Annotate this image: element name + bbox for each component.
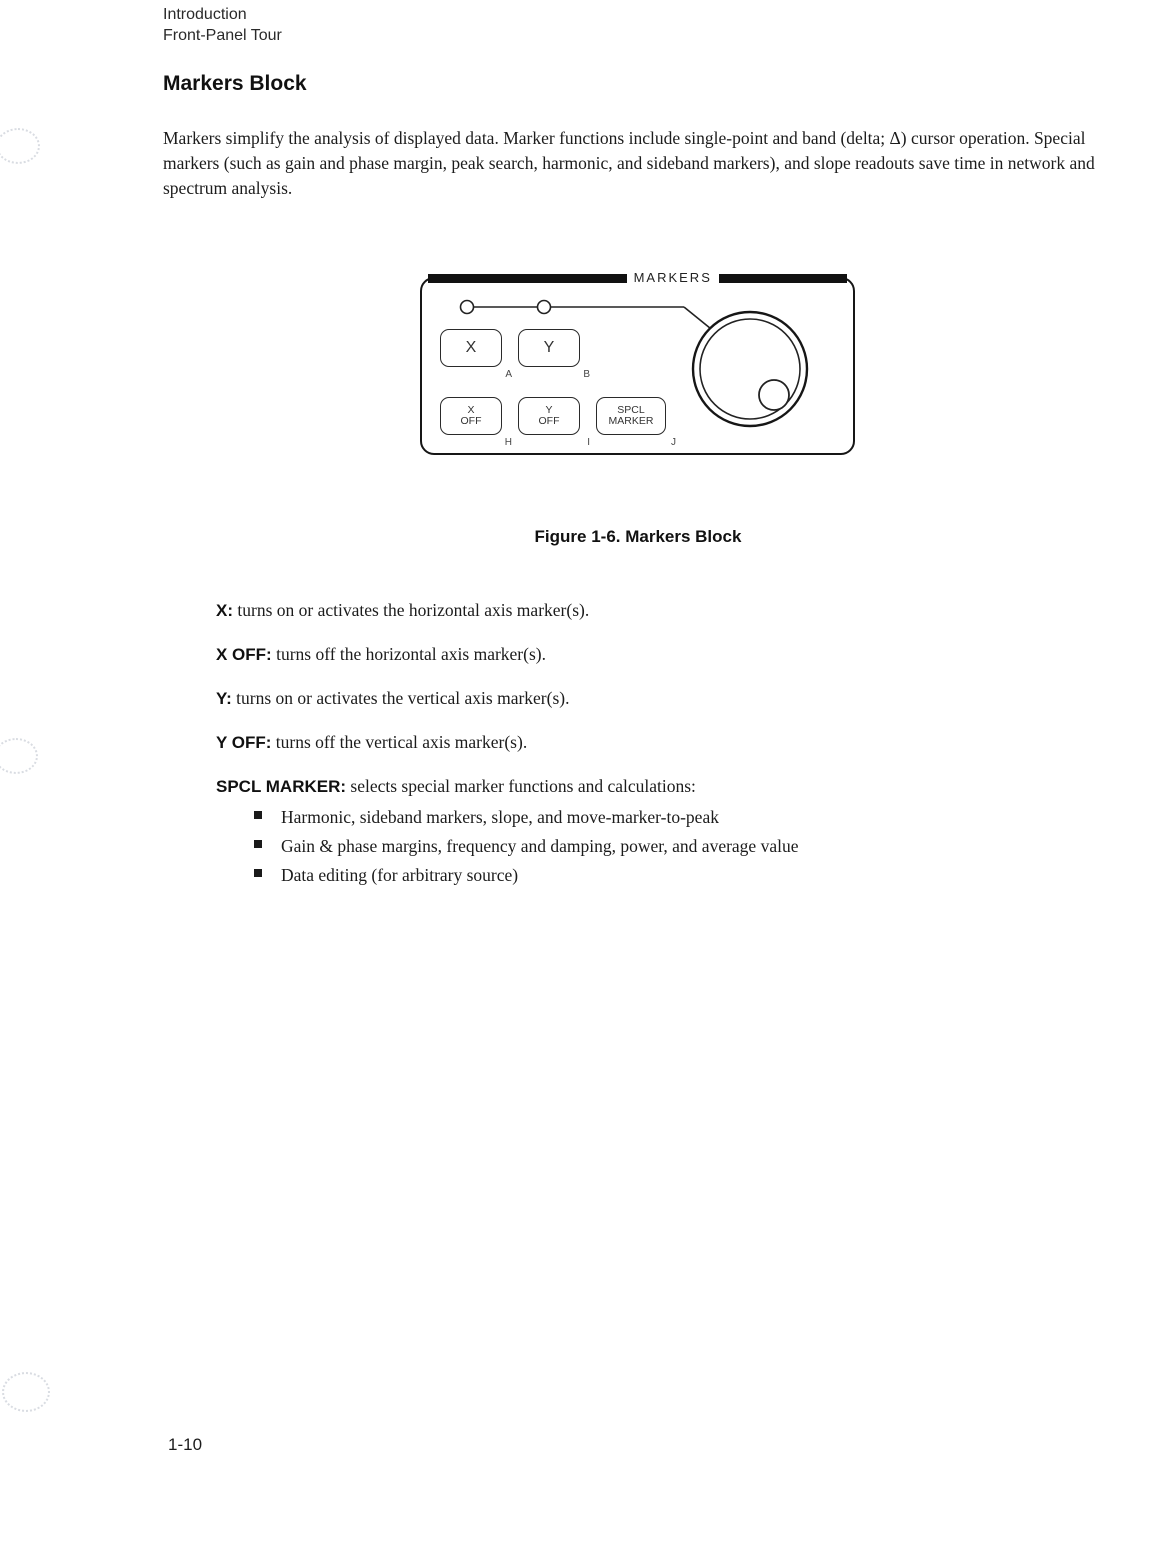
bullet-square-icon bbox=[254, 840, 262, 848]
spcl-marker-button[interactable] bbox=[596, 397, 666, 435]
key-letter-h: H bbox=[504, 437, 512, 448]
x-button-label: X bbox=[465, 339, 477, 356]
definition-term: SPCL MARKER: bbox=[216, 777, 347, 796]
list-item bbox=[254, 863, 1096, 888]
bullet-text: Gain & phase margins, frequency and damping, power, and average value bbox=[281, 836, 799, 856]
page-number: 1-10 bbox=[168, 1435, 203, 1454]
running-header bbox=[163, 4, 282, 46]
key-letter-i: I bbox=[587, 437, 590, 448]
definition-y-off bbox=[216, 730, 1096, 755]
bullet-square-icon bbox=[254, 811, 262, 819]
y-off-label-line2: OFF bbox=[538, 415, 560, 427]
definition-text: turns off the horizontal axis marker(s). bbox=[276, 644, 546, 664]
definition-term: Y: bbox=[216, 689, 232, 708]
x-off-button-group bbox=[440, 397, 512, 448]
spcl-marker-label-line2: MARKER bbox=[608, 415, 654, 427]
x-button[interactable] bbox=[440, 329, 502, 367]
definition-term: Y OFF: bbox=[216, 733, 272, 752]
definition-x bbox=[216, 598, 1096, 623]
x-off-label-line1: X bbox=[467, 403, 475, 416]
led-circle bbox=[538, 301, 551, 314]
knob-finger-dimple bbox=[759, 380, 789, 410]
definition-text: turns on or activates the horizontal axis marker(s). bbox=[237, 600, 590, 620]
scan-artifact bbox=[0, 128, 40, 164]
list-item bbox=[254, 834, 1096, 859]
y-button[interactable] bbox=[518, 329, 580, 367]
bullet-square-icon bbox=[254, 869, 262, 877]
spcl-marker-bullet-list bbox=[254, 805, 1096, 888]
x-off-label-line2: OFF bbox=[460, 415, 482, 427]
y-off-label-line1: Y bbox=[545, 403, 553, 416]
figure-caption: Figure 1-6. Markers Block bbox=[534, 527, 742, 546]
list-item bbox=[254, 805, 1096, 830]
y-off-button-group bbox=[518, 397, 590, 448]
bullet-text: Data editing (for arbitrary source) bbox=[281, 865, 519, 885]
definition-spcl-marker bbox=[216, 774, 1096, 799]
header-section: Front-Panel Tour bbox=[163, 27, 282, 44]
definition-term: X OFF: bbox=[216, 645, 272, 664]
definition-x-off bbox=[216, 642, 1096, 667]
key-letter-b: B bbox=[583, 369, 590, 380]
definition-text: turns on or activates the vertical axis marker(s). bbox=[236, 688, 570, 708]
definition-text: turns off the vertical axis marker(s). bbox=[275, 732, 528, 752]
spcl-marker-button-group bbox=[596, 397, 676, 448]
spcl-marker-label-line1: SPCL bbox=[617, 403, 645, 416]
x-button-group bbox=[440, 329, 512, 380]
definition-y bbox=[216, 686, 1096, 711]
key-letter-a: A bbox=[505, 369, 512, 380]
intro-paragraph: Markers simplify the analysis of displayed data. Marker functions include single-point and band (delta; Δ) cursor operation. Special markers (such as gain and phase margin, peak search, harmonic, and sideband markers), and slope readouts save time in network and spectrum analysis. bbox=[163, 128, 1095, 198]
key-letter-j: J bbox=[671, 437, 676, 448]
x-off-button[interactable] bbox=[440, 397, 502, 435]
definition-term: X: bbox=[216, 601, 233, 620]
definitions-list bbox=[216, 598, 1096, 892]
y-off-button[interactable] bbox=[518, 397, 580, 435]
y-button-group bbox=[518, 329, 590, 380]
definition-text: selects special marker functions and calculations: bbox=[350, 776, 696, 796]
scan-artifact bbox=[0, 738, 38, 774]
panel-label: MARKERS bbox=[627, 272, 719, 284]
page-title: Markers Block bbox=[163, 72, 307, 95]
header-chapter: Introduction bbox=[163, 6, 247, 23]
led-circle bbox=[461, 301, 474, 314]
bullet-text: Harmonic, sideband markers, slope, and move-marker-to-peak bbox=[281, 807, 719, 827]
scan-artifact bbox=[2, 1372, 50, 1412]
y-button-label: Y bbox=[543, 339, 555, 356]
markers-panel-figure bbox=[420, 270, 855, 455]
